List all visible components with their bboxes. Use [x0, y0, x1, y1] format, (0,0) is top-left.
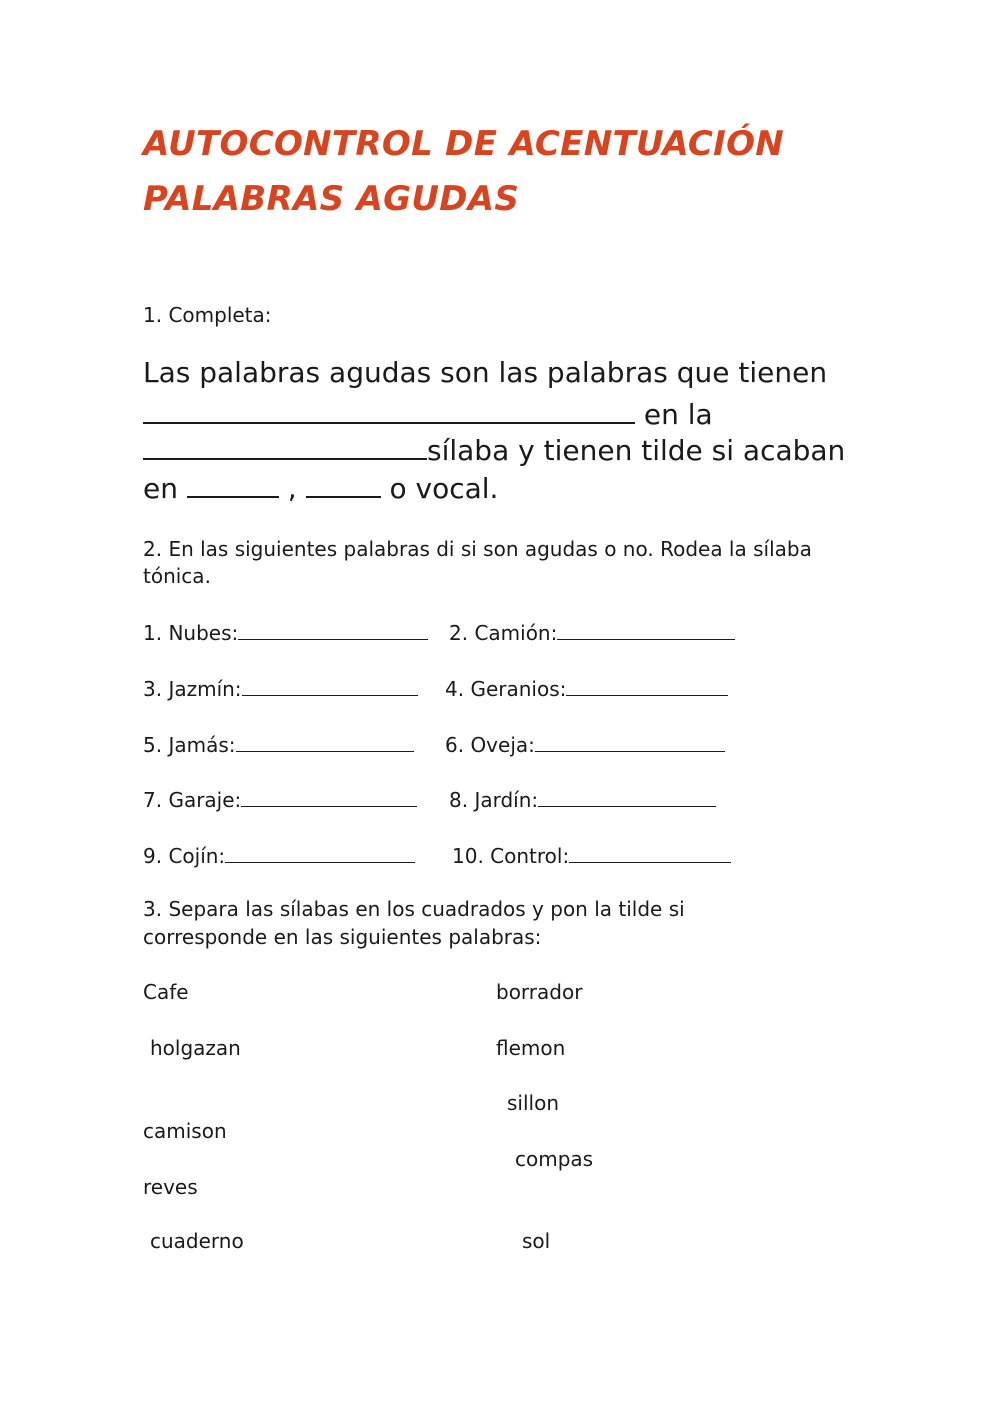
- answer-line[interactable]: [569, 842, 731, 863]
- exercise-label: 6. Oveja:: [445, 733, 535, 757]
- exercise-item: [452, 842, 731, 868]
- word-left: holgazan: [150, 1036, 241, 1060]
- section1-line-2-text: en la: [635, 398, 713, 431]
- exercise-item: [143, 675, 418, 701]
- word-right: compas: [515, 1147, 594, 1171]
- answer-line[interactable]: [557, 619, 735, 640]
- word-left: Cafe: [143, 980, 189, 1004]
- word-left: camison: [143, 1119, 227, 1143]
- exercise-item: [143, 619, 428, 645]
- word-right: sol: [522, 1229, 551, 1253]
- exercise-item: [449, 619, 735, 645]
- answer-line[interactable]: [236, 731, 414, 752]
- section1-line-2: [143, 392, 713, 431]
- exercise-label: 8. Jardín:: [449, 788, 539, 812]
- section1-line-4: [143, 466, 498, 505]
- exercise-label: 1. Nubes:: [143, 621, 239, 645]
- answer-line[interactable]: [535, 731, 725, 752]
- exercise-label: 9. Cojín:: [143, 844, 226, 868]
- word-left: reves: [143, 1175, 198, 1199]
- exercise-item: [143, 786, 417, 812]
- exercise-label: 5. Jamás:: [143, 733, 236, 757]
- fill-blank-4[interactable]: [306, 466, 381, 498]
- fill-blank-1[interactable]: [143, 392, 635, 424]
- section1-line-3: [143, 428, 845, 467]
- section2-heading-line-2: tónica.: [143, 564, 211, 588]
- answer-line[interactable]: [225, 842, 415, 863]
- section1-line-4-start: en: [143, 472, 187, 505]
- fill-blank-2[interactable]: [143, 428, 427, 460]
- exercise-item: [445, 675, 728, 701]
- word-right: flemon: [496, 1036, 566, 1060]
- exercise-label: 3. Jazmín:: [143, 677, 242, 701]
- section1-line-1: Las palabras agudas son las palabras que tienen: [143, 356, 828, 389]
- section3-heading-line-1: 3. Separa las sílabas en los cuadrados y pon la tilde si: [143, 897, 685, 921]
- exercise-item: [143, 842, 415, 868]
- section3-heading-line-2: corresponde en las siguientes palabras:: [143, 925, 542, 949]
- exercise-item: [445, 731, 725, 757]
- exercise-label: 4. Geranios:: [445, 677, 567, 701]
- fill-blank-3[interactable]: [187, 466, 279, 498]
- section1-line-4-comma: ,: [278, 472, 306, 505]
- answer-line[interactable]: [566, 675, 728, 696]
- answer-line[interactable]: [242, 675, 418, 696]
- answer-line[interactable]: [238, 619, 428, 640]
- answer-line[interactable]: [538, 786, 716, 807]
- exercise-item: [143, 731, 414, 757]
- word-right: sillon: [507, 1091, 560, 1115]
- answer-line[interactable]: [241, 786, 417, 807]
- exercise-label: 2. Camión:: [449, 621, 558, 645]
- title-line-1: AUTOCONTROL DE ACENTUACIÓN: [143, 124, 785, 164]
- word-right: borrador: [496, 980, 583, 1004]
- section1-line-3-text: sílaba y tienen tilde si acaban: [427, 434, 846, 467]
- exercise-label: 7. Garaje:: [143, 788, 242, 812]
- word-left: cuaderno: [150, 1229, 244, 1253]
- title-line-2: PALABRAS AGUDAS: [143, 179, 520, 219]
- section2-heading-line-1: 2. En las siguientes palabras di si son agudas o no. Rodea la sílaba: [143, 537, 812, 561]
- section1-heading: 1. Completa:: [143, 303, 272, 327]
- section1-line-4-end: o vocal.: [380, 472, 499, 505]
- exercise-item: [449, 786, 716, 812]
- exercise-label: 10. Control:: [452, 844, 570, 868]
